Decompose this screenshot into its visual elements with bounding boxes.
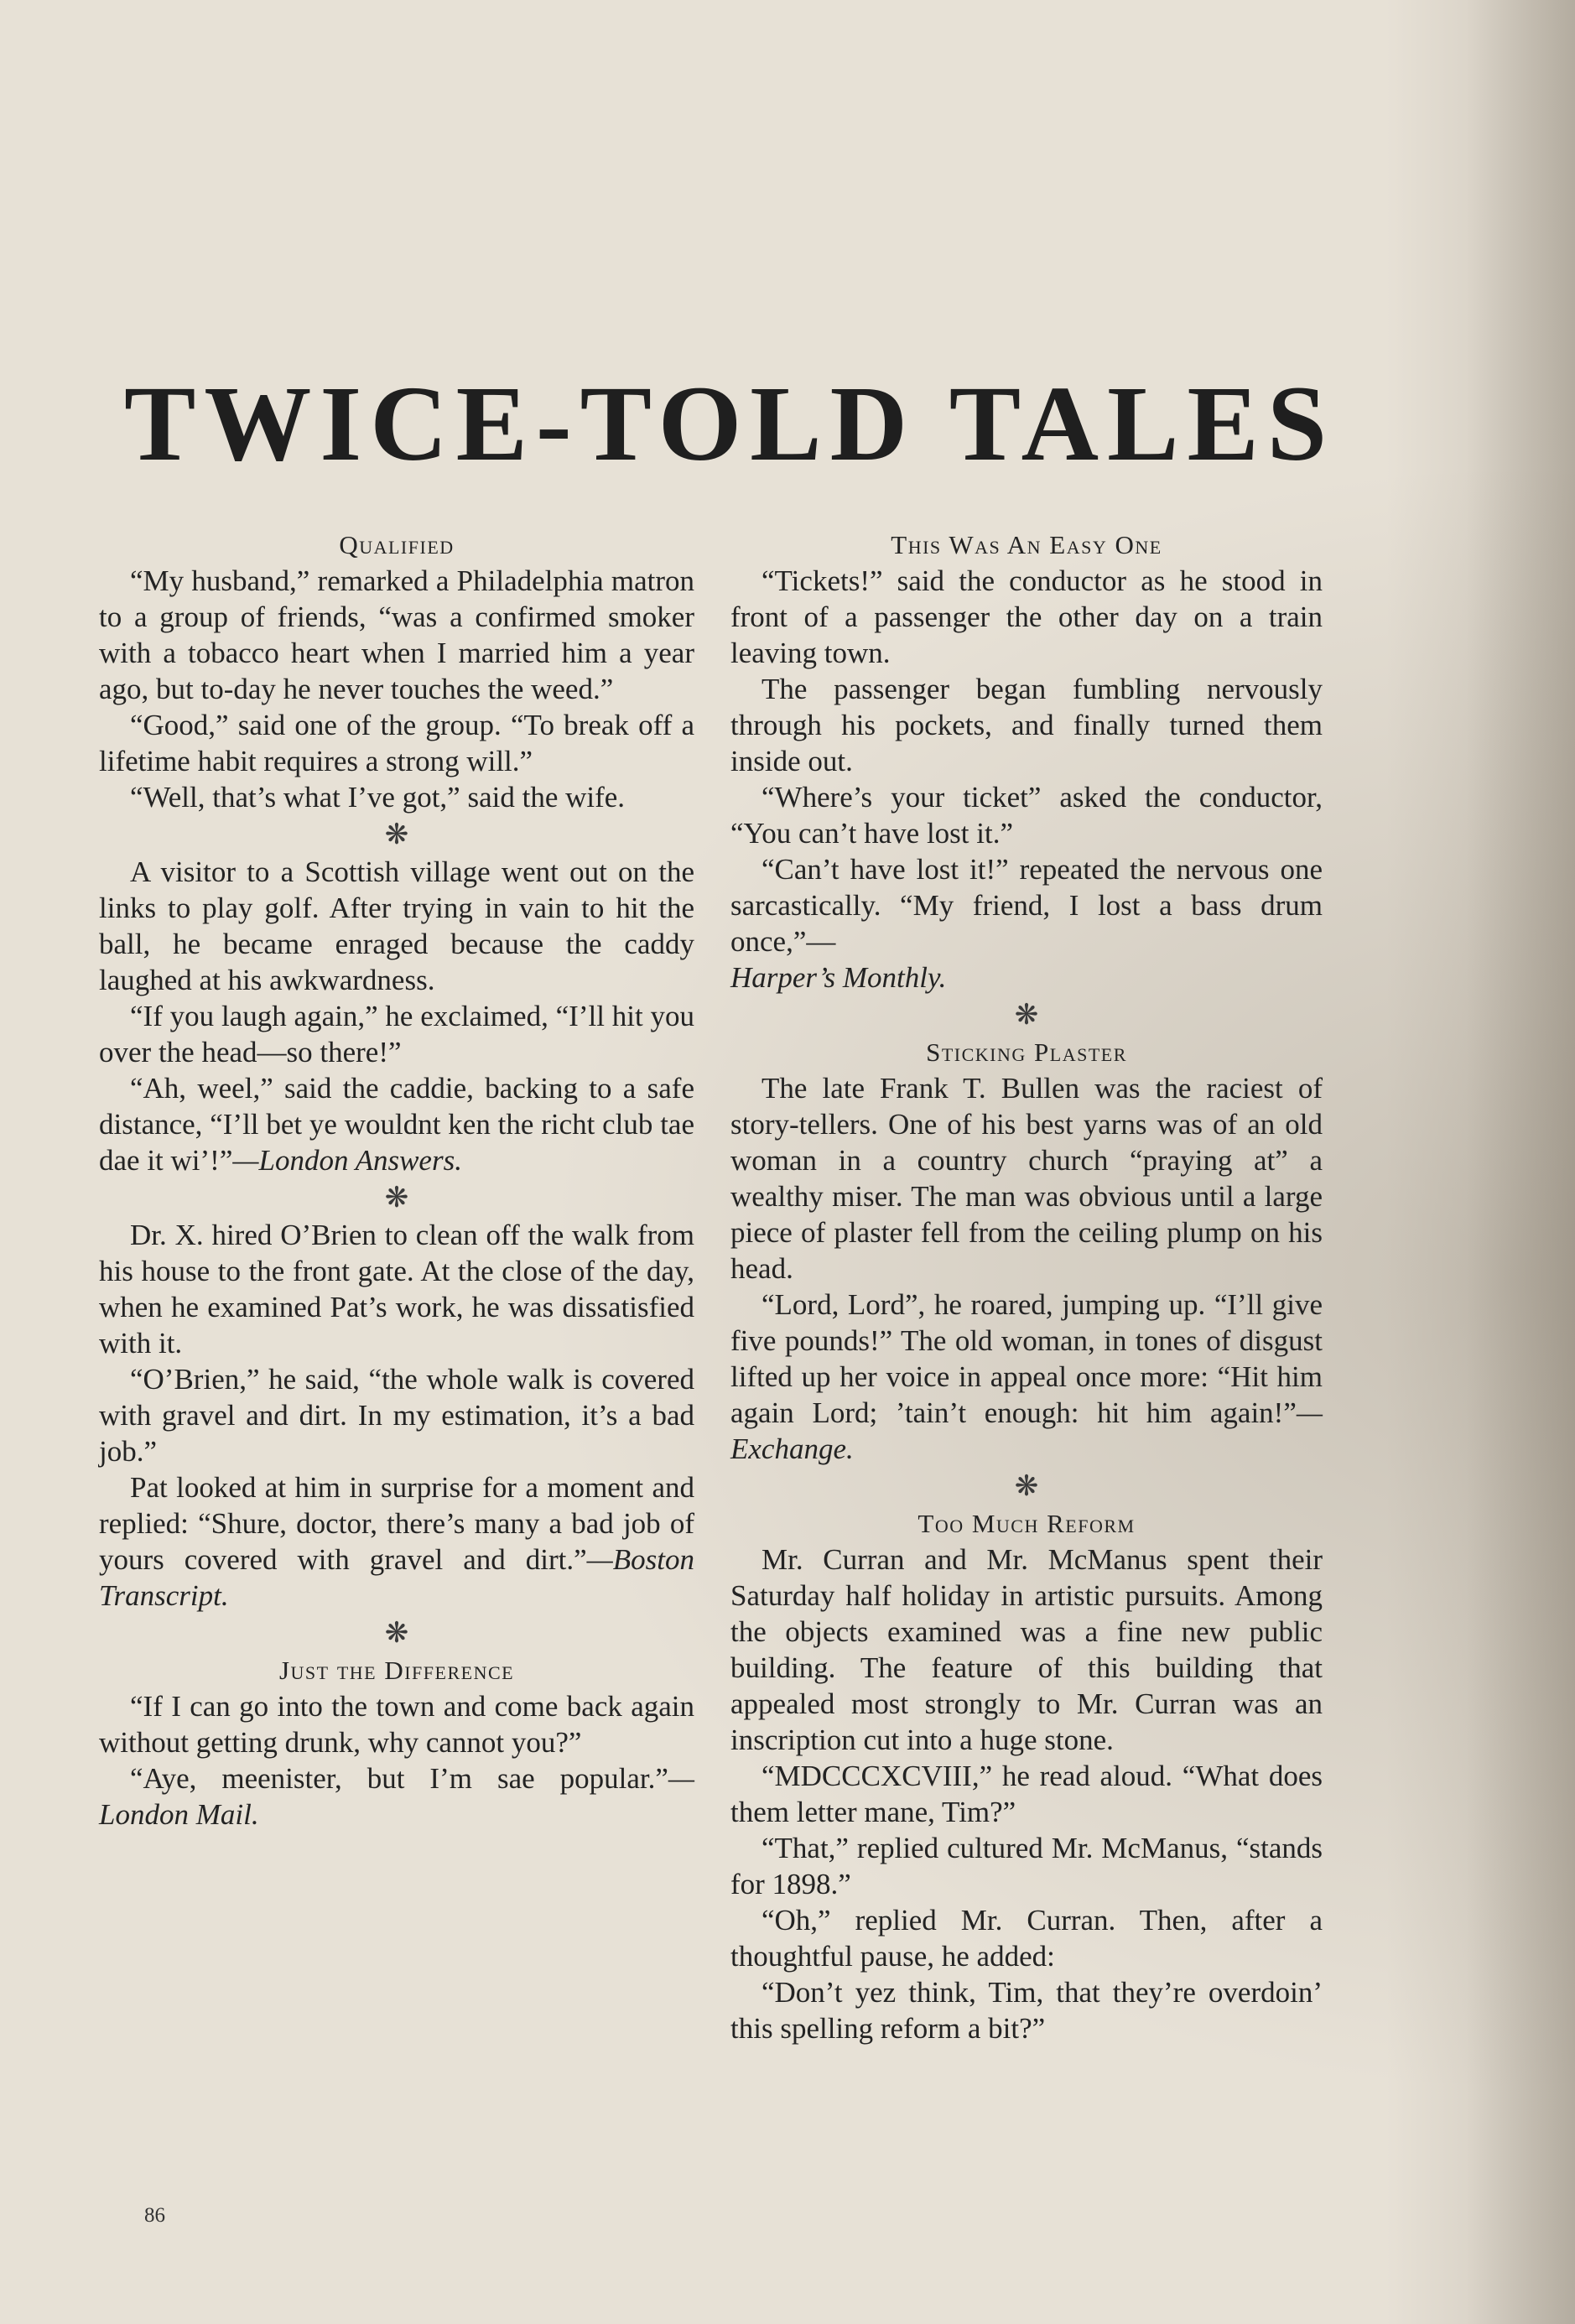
page-number: 86 [144,2204,165,2227]
paragraph-text: “Ah, weel,” said the caddie, backing to a safe distance, “I’ll bet ye wouldnt ken the richt club tae dae it wi’!” [99,1072,694,1177]
paragraph: “Where’s your ticket” asked the conductor, “You can’t have lost it.” [730,781,1323,850]
paragraph [99,1760,694,1833]
paragraph: “My husband,” remarked a Philadelphia matron to a group of friends, “was a confirmed smoker with a tobacco heart when I married him a year ago, but to-day he never touches the weed.” [99,564,694,705]
ornament-icon: ❋ [384,819,409,850]
paragraph: “If I can go into the town and come back again without getting drunk, why cannot you?” [99,1690,694,1759]
paragraph: The passenger began fumbling nervously through his pockets, and finally turned them inside out. [730,673,1323,777]
paragraph: “Well, that’s what I’ve got,” said the wife. [130,781,626,814]
paragraph: “Good,” said one of the group. “To break off a lifetime habit requires a strong will.” [99,709,694,777]
ornament-icon: ❋ [1014,1471,1039,1502]
paragraph: The late Frank T. Bullen was the raciest of story-tellers. One of his best yarns was of an old woman in a country church “praying at” a wealthy miser. The man was obvious until a large piece of plaster fell from the ceiling plump on his head. [730,1072,1323,1285]
paragraph-text: “Lord, Lord”, he roared, jumping up. “I’ll give five pounds!” The old woman, in tones of disgust lifted up her voice in appeal once more: “Hit him again Lord; ’tain’t enough: hit him again!” [730,1288,1323,1429]
paragraph: Mr. Curran and Mr. McManus spent their Saturday half holiday in artistic pursuits. Among the objects examined was a fine new public building. The feature of this building that appealed most strongly to Mr. Curran was an inscription cut into a huge stone. [730,1543,1323,1756]
ornament-icon: ❋ [384,1618,409,1649]
paragraph [99,1469,694,1614]
paragraph-text: “Can’t have lost it!” repeated the nervous one sarcastically. “My friend, I lost a bass drum once,”— [730,853,1323,958]
section-heading-qualified: Qualified [339,530,455,559]
paragraph: “If you laugh again,” he exclaimed, “I’ll hit you over the head—so there!” [99,1000,694,1068]
paragraph: “Tickets!” said the conductor as he stood in front of a passenger the other day on a train leaving town. [730,564,1323,669]
page-edge-shadow [1466,0,1575,2324]
paragraph: A visitor to a Scottish village went out on the links to play golf. After trying in vain to hit the ball, he became enraged because the caddy laughed at his awkwardness. [99,855,694,996]
story-source: —Boston Transcript. [99,1543,694,1612]
ornament-icon: ❋ [1014,1000,1039,1031]
section-heading-this-was-an-easy-one: This Was An Easy One [891,530,1162,559]
story-source: —London Answers. [232,1144,462,1177]
right-column [730,527,1323,2046]
ornament-icon: ❋ [384,1183,409,1214]
section-heading-too-much-reform: Too Much Reform [917,1509,1136,1538]
paragraph: “Don’t yez think, Tim, that they’re overdoin’ this spelling reform a bit?” [730,1976,1323,2045]
paragraph-text: Pat looked at him in surprise for a moment and replied: “Shure, doctor, there’s many a bad job of yours covered with gravel and dirt.” [99,1471,694,1576]
paragraph: “That,” replied cultured Mr. McManus, “stands for 1898.” [730,1832,1323,1900]
paragraph [730,1287,1323,1467]
paragraph [730,851,1323,996]
paragraph: “MDCCCXCVIII,” he read aloud. “What does them letter mane, Tim?” [730,1760,1323,1828]
section-heading-just-the-difference: Just the Difference [278,1656,515,1685]
paragraph: Dr. X. hired O’Brien to clean off the walk from his house to the front gate. At the close of the day, when he examined Pat’s work, he was dissatisfied with it. [99,1219,694,1360]
section-heading-sticking-plaster: Sticking Plaster [926,1037,1127,1067]
paragraph [99,1070,694,1178]
story-source: —London Mail. [99,1762,694,1831]
paragraph: “Oh,” replied Mr. Curran. Then, after a thoughtful pause, he added: [730,1904,1323,1973]
paragraph: “O’Brien,” he said, “the whole walk is covered with gravel and dirt. In my estimation, it’s a bad job.” [99,1363,694,1468]
story-source: —Exchange. [730,1396,1323,1465]
page-title: TWICE-TOLD TALES [124,364,1335,483]
story-source: Harper’s Monthly. [730,961,947,994]
left-column [99,527,694,1833]
paragraph-text: “Aye, meenister, but I’m sae popular.” [130,1762,668,1795]
